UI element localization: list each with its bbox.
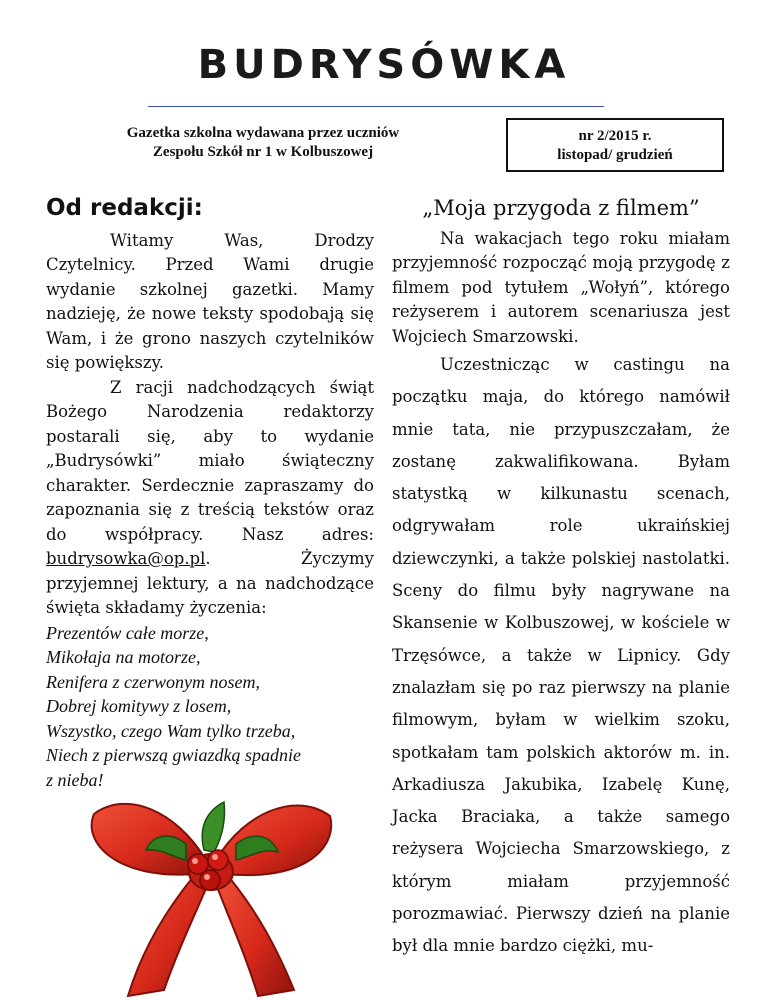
poem-line: Prezentów całe morze, xyxy=(46,622,209,643)
editorial-paragraph-2-end: . Życzymy przyjemnej lektury, a na nadchodzące święta składamy życzenia: xyxy=(46,549,374,617)
poem-line: Renifera z czerwonym nosem, xyxy=(46,671,260,692)
christmas-bow-holly-icon xyxy=(86,790,336,1000)
issue-months: listopad/ grudzień xyxy=(557,147,673,163)
editorial-paragraph-2-start: Z racji nadchodzących świąt Bożego Narodzenia redaktorzy postarali się, aby to wydanie „Budrysówki” miało świąteczny charakter. Serdecznie zapraszamy do zapoznania się z treścią tekstów oraz do współpracy. Nasz adres: xyxy=(46,377,374,544)
title-divider xyxy=(148,106,604,107)
article-paragraph-2: Uczestnicząc w castingu na początku maja, do którego namówił mnie tata, nie przypuszczałam, że zostanę zakwalifikowana. Byłam statystką w kilkunastu scenach, odgrywałam role ukraińskiej dziewczynki, a także polskiej nastolatki. Sceny do filmu były nagrywane na Skansenie w Kolbuszowej, w kościele w Trzęsówce, a także w Lipnicy. Gdy znalazłam się po raz pierwszy na planie filmowym, byłam w wielkim szoku, spotkałam tam polskich aktorów m. in. Arkadiusza Jakubika, Izabelę Kunę, Jacka Braciaka, a także samego reżysera Wojciecha Smarzowskiego, z którym miałam przyjemność porozmawiać. Pierwszy dzień na planie był dla mnie bardzo ciężki, mu- xyxy=(392,355,730,956)
poem-line: Dobrej komitywy z losem, xyxy=(46,696,232,716)
editorial-title: Od redakcji: xyxy=(46,195,203,221)
editorial-column xyxy=(46,196,374,792)
publisher-info xyxy=(78,124,448,162)
publisher-line-1: Gazetka szkolna wydawana przez uczniów xyxy=(126,125,400,141)
article-paragraph-1: Na wakacjach tego roku miałam przyjemność rozpocząć moją przygodę z filmem pod tytułem „Wołyń”, którego reżyserem i autorem scenariusza jest Wojciech Smarzowski. xyxy=(392,228,730,346)
poem-line: Niech z pierwszą gwiazdką spadnie xyxy=(46,745,301,765)
issue-number: nr 2/2015 r. xyxy=(578,128,652,144)
editorial-paragraph-1: Witamy Was, Drodzy Czytelnicy. Przed Wami drugie wydanie szkolnej gazetki. Mamy nadzieję, że nowe teksty spodobają się Wam, i że grono naszych czytelników się powiększy. xyxy=(46,230,374,372)
issue-box xyxy=(506,118,724,172)
poem-line: z nieba! xyxy=(46,769,104,790)
article-column xyxy=(392,196,730,963)
poem-line: Mikołaja na motorze, xyxy=(46,647,201,667)
poem-line: Wszystko, czego Wam tylko trzeba, xyxy=(46,720,296,741)
publisher-line-2: Zespołu Szkół nr 1 w Kolbuszowej xyxy=(152,144,374,160)
christmas-poem xyxy=(46,621,374,793)
email-link[interactable]: budrysowka@op.pl xyxy=(46,549,206,568)
article-title: „Moja przygoda z filmem” xyxy=(422,196,700,220)
editorial-paragraph-2 xyxy=(46,376,374,621)
newspaper-title: BUDRYSÓWKA xyxy=(197,42,571,88)
